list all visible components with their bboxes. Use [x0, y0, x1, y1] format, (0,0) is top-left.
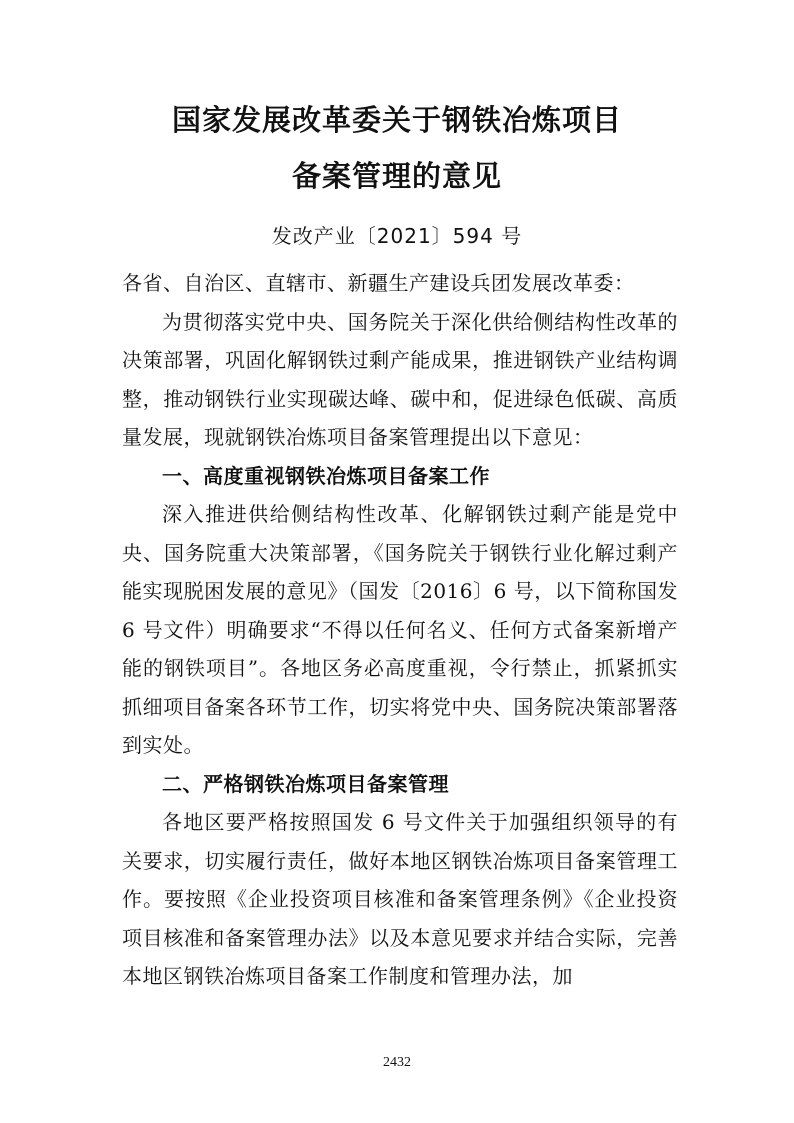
page-number: 2432 — [383, 1055, 411, 1070]
section-1-paragraph: 深入推进供给侧结构性改革、化解钢铁过剩产能是党中央、国务院重大决策部署，《国务院关于钢铁行业化解过剩产能实现脱困发展的意见》（国发〔2016〕6 号，以下简称国发 6 号文件）明确要求“不得以任何名义、任何方式备案新增产能的钢铁项目”。各地区务必高度重视，令行禁止，抓紧抓实抓细项目备案各环节工作，切实将党中央、国务院决策部署落到实处。 — [122, 502, 678, 757]
document-body — [122, 264, 678, 996]
document-number: 发改产业〔2021〕594 号 — [271, 224, 523, 248]
section-2-paragraph: 各地区要严格按照国发 6 号文件关于加强组织领导的有关要求，切实履行责任，做好本地区钢铁冶炼项目备案管理工作。要按照《企业投资项目核准和备案管理条例》《企业投资项目核准和备案管理办法》以及本意见要求并结合实际，完善本地区钢铁冶炼项目备案工作制度和管理办法，加 — [122, 810, 678, 988]
salutation: 各省、自治区、直辖市、新疆生产建设兵团发展改革委： — [122, 271, 635, 295]
section-1-heading: 一、高度重视钢铁冶炼项目备案工作 — [162, 463, 490, 488]
document-title-line-1: 国家发展改革委关于钢铁冶炼项目 — [171, 103, 622, 137]
document-title-line-2: 备案管理的意见 — [291, 159, 502, 193]
section-2-heading: 二、严格钢铁冶炼项目备案管理 — [162, 771, 449, 796]
intro-paragraph: 为贯彻落实党中央、国务院关于深化供给侧结构性改革的决策部署，巩固化解钢铁过剩产能成果，推进钢铁产业结构调整，推动钢铁行业实现碳达峰、碳中和，促进绿色低碳、高质量发展，现就钢铁冶炼项目备案管理提出以下意见： — [122, 309, 678, 449]
